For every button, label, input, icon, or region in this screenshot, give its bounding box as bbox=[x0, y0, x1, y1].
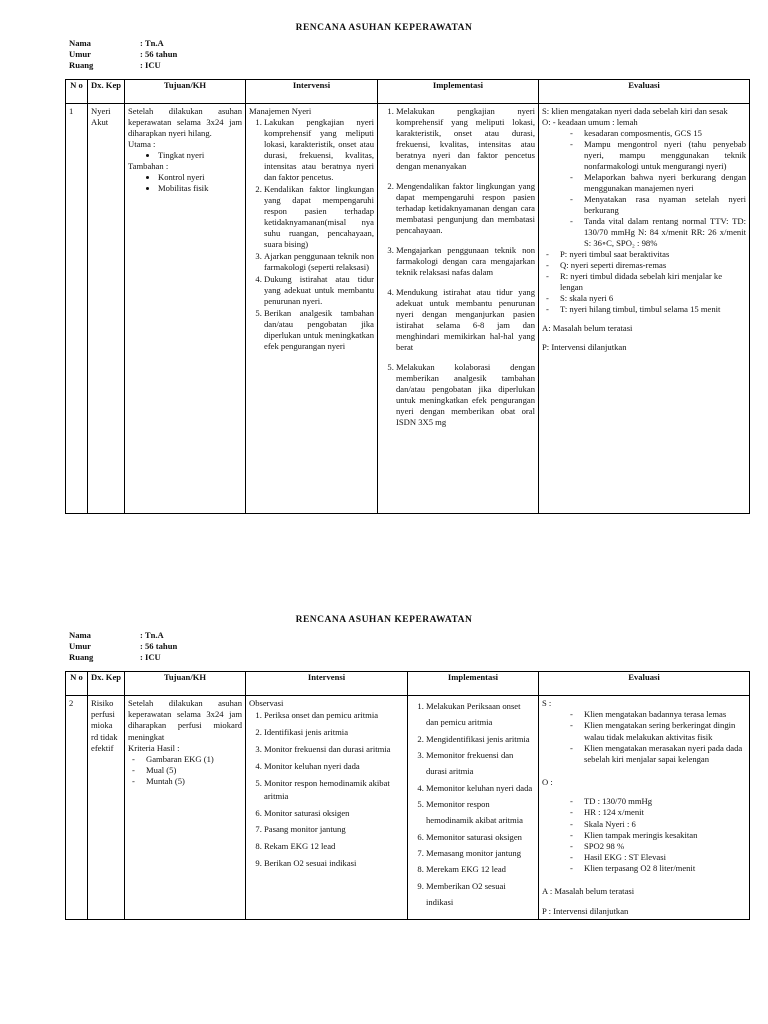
intervention-item: 9. Berikan O2 sesuai indikasi bbox=[264, 857, 404, 870]
intervention-item: 8. Rekam EKG 12 lead bbox=[264, 840, 404, 853]
eval-objective-item: - kesadaran composmentis, GCS 15 bbox=[584, 128, 746, 139]
eval-objective-item: - Mampu mengontrol nyeri (tahu penyebab nyeri, mampu menggunakan teknik nonfarmakologi untuk mengurangi nyeri) bbox=[584, 139, 746, 172]
header-goal: Tujuan/KH bbox=[125, 672, 246, 696]
eval-objective-item: - HR : 124 x/menit bbox=[584, 807, 746, 818]
intervention-item: 2. Kendalikan faktor lingkungan yang dapat mempengaruhi respon pasien terhadap ketidaknyamanan(misal nya suhu ruangan, pencahayaan, suara bising) bbox=[264, 184, 374, 250]
intervention-item: 1. Periksa onset dan pemicu aritmia bbox=[264, 709, 404, 722]
implementation-item: 8. Merekam EKG 12 lead bbox=[426, 861, 535, 877]
eval-pqrst-item: - P: nyeri timbul saat beraktivitas bbox=[560, 249, 746, 260]
intervention-item: 3. Monitor frekuensi dan durasi aritmia bbox=[264, 743, 404, 756]
intervention-item: 5. Berikan analgesik tambahan dan/atau pengobatan jika diperlukan untuk meningkatkan efek pengurangan nyeri bbox=[264, 308, 374, 352]
intervention-item: 7. Pasang monitor jantung bbox=[264, 823, 404, 836]
implementation-item: 6. Memonitor saturasi oksigen bbox=[426, 829, 535, 845]
room-value: : ICU bbox=[140, 60, 161, 70]
age-value: : 56 tahun bbox=[140, 641, 178, 651]
eval-objective-label: O : bbox=[542, 777, 553, 788]
eval-objective: O: - keadaan umum : lemah bbox=[542, 117, 638, 127]
goal-text: Setelah dilakukan asuhan keperawatan selama 3x24 jam diharapkan nyeri hilang. bbox=[128, 106, 242, 138]
eval-pqrst-item: - R: nyeri timbul didada sebelah kiri menjalar ke lengan bbox=[560, 271, 746, 293]
goal-criteria-label: Kriteria Hasil : bbox=[128, 742, 180, 753]
implementation-item: 5. Memonitor respon hemodinamik akibat aritmia bbox=[426, 796, 535, 829]
eval-objective-item: - Klien terpasang O2 8 liter/menit bbox=[584, 863, 746, 874]
intervention-title: Observasi bbox=[249, 698, 284, 708]
implementation-item: 5. Melakukan kolaborasi dengan memberikan analgesik tambahan dan/atau pengobatan jika diperlukan untuk meningkatkan efek pengurangan nyeri dengan memberikan obat oral ISDN 3X5 mg bbox=[396, 362, 535, 428]
eval-pqrst-item: - S: skala nyeri 6 bbox=[560, 293, 746, 304]
eval-subjective-item: - Klien mengatakan sering berkeringat dingin walau tidak melakukan aktivitas fisik bbox=[584, 720, 746, 742]
implementation-item: 9. Memberikan O2 sesuai indikasi bbox=[426, 878, 535, 911]
page-title: RENCANA ASUHAN KEPERAWATAN bbox=[295, 23, 473, 33]
eval-subjective-item: - Klien mengatakan merasakan nyeri pada dada sebelah kiri menjalar sapai kelengan bbox=[584, 743, 746, 765]
eval-objective-item: - Menyatakan rasa nyaman setelah nyeri berkurang bbox=[584, 194, 746, 216]
eval-objective-item: - Hasil EKG : ST Elevasi bbox=[584, 852, 746, 863]
intervention-item: 6. Monitor saturasi oksigen bbox=[264, 807, 404, 820]
eval-objective-item: - SPO2 98 % bbox=[584, 841, 746, 852]
eval-objective-item: - TD : 130/70 mmHg bbox=[584, 796, 746, 807]
intervention-item: 4. Dukung istirahat atau tidur yang adekuat untuk membantu penurunan nyeri. bbox=[264, 274, 374, 307]
room-label: Ruang bbox=[69, 60, 94, 70]
header-implementation: Implementasi bbox=[378, 80, 539, 104]
goal-main-label: Utama : bbox=[128, 139, 156, 149]
eval-objective-item: - Klien tampak meringis kesakitan bbox=[584, 830, 746, 841]
header-no: N o bbox=[66, 80, 88, 104]
intervention-cell bbox=[246, 104, 378, 514]
intervention-cell bbox=[246, 696, 408, 920]
intervention-item: 3. Ajarkan penggunaan teknik non farmakologi (seperti relaksasi) bbox=[264, 251, 374, 273]
header-intervention: Intervensi bbox=[246, 80, 378, 104]
name-label: Nama bbox=[69, 630, 91, 640]
goal-main-item: • Tingkat nyeri bbox=[158, 150, 242, 161]
header-evaluation: Evaluasi bbox=[539, 672, 750, 696]
intervention-item: 1. Lakukan pengkajian nyeri komprehensif yang meliputi lokasi, karakteristik, onset atau durasi, frekuensi, kvalitas, intensitas atau beratnya nyeri dan faktor pencetus. bbox=[264, 117, 374, 183]
name-value: : Tn.A bbox=[140, 38, 164, 48]
goal-text: Setelah dilakukan asuhan keperawatan selama 3x24 jam diharapkan perfusi miokard meningkat bbox=[128, 698, 242, 742]
room-label: Ruang bbox=[69, 652, 94, 662]
care-plan-section-1 bbox=[0, 22, 768, 514]
eval-objective-item: - Melaporkan bahwa nyeri berkurang dengan menggunakan manajemen nyeri bbox=[584, 172, 746, 194]
implementation-item: 7. Memasang monitor jantung bbox=[426, 845, 535, 861]
goal-criteria-item: - Mual (5) bbox=[146, 765, 242, 776]
implementation-item: 2. Mengidentifikasi jenis aritmia bbox=[426, 731, 535, 747]
implementation-item: 1. Melakukan Periksaan onset dan pemicu aritmia bbox=[426, 698, 535, 731]
eval-assessment: A : Masalah belum teratasi bbox=[542, 886, 635, 897]
eval-subjective: S: klien mengatakan nyeri dada sebelah kiri dan sesak bbox=[542, 106, 728, 116]
row-number: 1 bbox=[66, 104, 88, 514]
eval-pqrst-item: - T: nyeri hilang timbul, timbul selama 15 menit bbox=[560, 304, 746, 315]
eval-subjective-label: S : bbox=[542, 698, 552, 708]
eval-assessment: A: Masalah belum teratasi bbox=[542, 323, 633, 333]
implementation-item: 4. Memonitor keluhan nyeri dada bbox=[426, 780, 535, 796]
table-row bbox=[66, 696, 750, 920]
implementation-cell bbox=[378, 104, 539, 514]
row-number: 2 bbox=[66, 696, 88, 920]
age-label: Umur bbox=[69, 49, 91, 59]
eval-objective-item: - Skala Nyeri : 6 bbox=[584, 819, 746, 830]
goal-extra-label: Tambahan : bbox=[128, 161, 169, 171]
header-goal: Tujuan/KH bbox=[125, 80, 246, 104]
intervention-title: Manajemen Nyeri bbox=[249, 106, 312, 116]
implementation-item: 3. Memonitor frekuensi dan durasi aritmia bbox=[426, 747, 535, 780]
care-plan-table bbox=[65, 79, 750, 514]
header-implementation: Implementasi bbox=[408, 672, 539, 696]
implementation-cell bbox=[408, 696, 539, 920]
page-title: RENCANA ASUHAN KEPERAWATAN bbox=[295, 615, 473, 625]
intervention-item: 5. Monitor respon hemodinamik akibat aritmia bbox=[264, 777, 404, 803]
eval-pqrst-item: - Q: nyeri seperti diremas-remas bbox=[560, 260, 746, 271]
intervention-item: 4. Monitor keluhan nyeri dada bbox=[264, 760, 404, 773]
header-evaluation: Evaluasi bbox=[539, 80, 750, 104]
name-label: Nama bbox=[69, 38, 91, 48]
header-no: N o bbox=[66, 672, 88, 696]
goal-cell bbox=[125, 104, 246, 514]
intervention-item: 2. Identifikasi jenis aritmia bbox=[264, 726, 404, 739]
patient-info bbox=[69, 630, 768, 663]
care-plan-table bbox=[65, 671, 750, 920]
header-dx: Dx. Kep bbox=[88, 80, 125, 104]
eval-objective-item: - Tanda vital dalam rentang normal TTV: TD: 130/70 mmHg N: 84 x/menit RR: 26 x/menit S: 36∘C, SPO₂ : 98% bbox=[584, 216, 746, 249]
goal-extra-item: • Kontrol nyeri bbox=[158, 172, 242, 183]
goal-criteria-item: - Gambaran EKG (1) bbox=[146, 754, 242, 765]
goal-extra-item: • Mobilitas fisik bbox=[158, 183, 242, 194]
care-plan-section-2 bbox=[0, 614, 768, 920]
name-value: : Tn.A bbox=[140, 630, 164, 640]
age-value: : 56 tahun bbox=[140, 49, 178, 59]
implementation-item: 2. Mengendalikan faktor lingkungan yang dapat mempengaruhi respon pasien terhadap ketidaknyamanan dengan cara membatasi pengunjung dan membatasi pencahayaan. bbox=[396, 181, 535, 236]
implementation-item: 4. Mendukung istirahat atau tidur yang adekuat untuk membantu penurunan nyeri dengan menganjurkan pasien istirahat selama 6-8 jam dan menghindari memikirkan hal-hal yang berat bbox=[396, 287, 535, 353]
eval-plan: P : Intervensi dilanjutkan bbox=[542, 905, 629, 916]
evaluation-cell bbox=[539, 696, 750, 920]
goal-cell bbox=[125, 696, 246, 920]
evaluation-cell bbox=[539, 104, 750, 514]
diagnosis: Nyeri Akut bbox=[88, 104, 125, 514]
eval-subjective-item: - Klien mengatakan badannya terasa lemas bbox=[584, 709, 746, 720]
age-label: Umur bbox=[69, 641, 91, 651]
goal-criteria-item: - Muntah (5) bbox=[146, 776, 242, 787]
implementation-item: 1. Melakukan pengkajian nyeri komprehensif yang meliputi lokasi, karakteristik, onset atau durasi, frekuensi, kvalitas, intensitas atau beratnya nyeri dan faktor pencetus dengan menanyakan bbox=[396, 106, 535, 172]
implementation-item: 3. Mengajarkan penggunaan teknik non farmakologi dengan cara mengajarkan teknik relaksasi nafas dalam bbox=[396, 245, 535, 278]
eval-plan: P: Intervensi dilanjutkan bbox=[542, 342, 627, 352]
table-row bbox=[66, 104, 750, 514]
patient-info bbox=[69, 38, 768, 71]
room-value: : ICU bbox=[140, 652, 161, 662]
header-intervention: Intervensi bbox=[246, 672, 408, 696]
header-dx: Dx. Kep bbox=[88, 672, 125, 696]
diagnosis: Risiko perfusi mioka rd tidak efektif bbox=[88, 696, 125, 920]
